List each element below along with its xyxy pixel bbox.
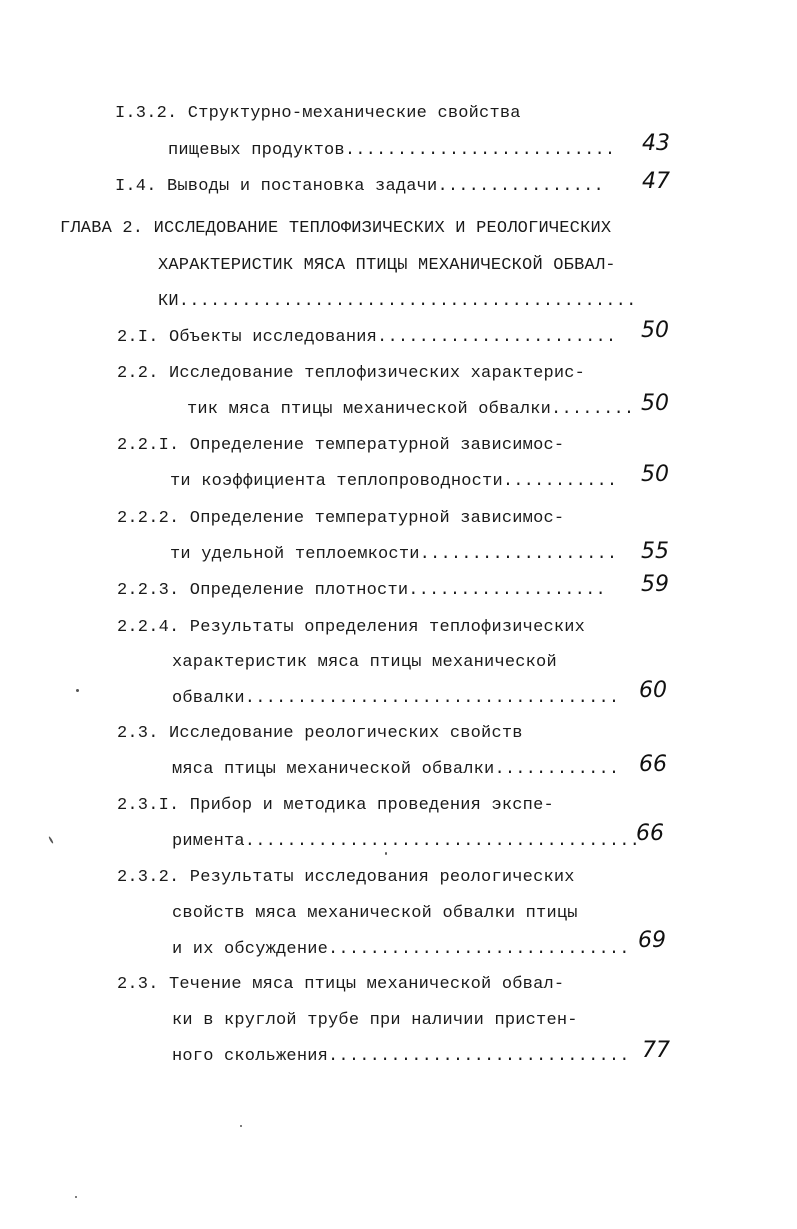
toc-entry-11-line-1: 2.3.I. Прибор и методика проведения экспе- — [117, 796, 554, 815]
toc-entry-13-line-2: ки в круглой трубе при наличии пристен- — [172, 1011, 578, 1030]
toc-entry-1-line-1: I.3.2. Структурно-механические свойства — [115, 104, 521, 123]
toc-entry-2-page: 47 — [642, 169, 670, 194]
toc-entry-7-line-1: 2.2.2. Определение температурной зависимос- — [117, 509, 565, 528]
toc-entry-12-line-3: и их обсуждение............................. — [172, 940, 630, 959]
toc-entry-13-line-1: 2.3. Течение мяса птицы механической обвал- — [117, 975, 565, 994]
toc-entry-10-line-1: 2.3. Исследование реологических свойств — [117, 724, 523, 743]
toc-entry-5-page: 50 — [641, 391, 669, 416]
toc-entry-4-page: 50 — [641, 318, 669, 343]
toc-entry-11-page: 66 — [636, 821, 664, 846]
toc-entry-12-line-1: 2.3.2. Результаты исследования реологических — [117, 868, 575, 887]
toc-entry-10-line-2: мяса птицы механической обвалки............ — [172, 760, 620, 779]
toc-entry-6-line-2: ти коэффициента теплопроводности........... — [170, 472, 618, 491]
toc-entry-12-line-2: свойств мяса механической обвалки птицы — [172, 904, 578, 923]
toc-entry-9-line-2: характеристик мяса птицы механической — [172, 653, 557, 672]
toc-entry-12-page: 69 — [638, 928, 666, 953]
toc-entry-6-page: 50 — [641, 462, 669, 487]
toc-entry-7-line-2: ти удельной теплоемкости................... — [170, 545, 618, 564]
toc-entry-9-page: 60 — [639, 678, 667, 703]
toc-entry-6-line-1: 2.2.I. Определение температурной зависимос- — [117, 436, 565, 455]
scan-speck — [76, 689, 79, 692]
scan-speck — [240, 1125, 242, 1127]
toc-entry-13-line-3: ного скольжения............................. — [172, 1047, 630, 1066]
toc-entry-2-line-1: I.4. Выводы и постановка задачи................ — [115, 177, 604, 196]
toc-entry-7-page: 55 — [641, 539, 669, 564]
scan-speck — [48, 836, 54, 844]
toc-entry-5-line-2: тик мяса птицы механической обвалки........ — [187, 400, 635, 419]
scan-speck — [75, 1196, 77, 1198]
toc-chapter-2-line-3: КИ............................................ — [158, 292, 637, 311]
toc-entry-4-line-1: 2.I. Объекты исследования....................... — [117, 328, 617, 347]
toc-entry-8-page: 59 — [641, 572, 669, 597]
toc-entry-10-page: 66 — [639, 752, 667, 777]
scan-speck — [385, 852, 387, 855]
toc-entry-5-line-1: 2.2. Исследование теплофизических характерис- — [117, 364, 586, 383]
toc-chapter-2-line-2: ХАРАКТЕРИСТИК МЯСА ПТИЦЫ МЕХАНИЧЕСКОЙ ОБВАЛ- — [158, 256, 616, 275]
toc-entry-8-line-1: 2.2.3. Определение плотности................... — [117, 581, 606, 600]
toc-entry-9-line-1: 2.2.4. Результаты определения теплофизических — [117, 618, 586, 637]
toc-entry-13-page: 77 — [642, 1038, 670, 1063]
toc-entry-9-line-3: обвалки.................................... — [172, 689, 620, 708]
toc-entry-1-line-2: пищевых продуктов.......................... — [168, 141, 616, 160]
toc-entry-1-page: 43 — [642, 131, 670, 156]
toc-chapter-2-line-1: ГЛАВА 2. ИССЛЕДОВАНИЕ ТЕПЛОФИЗИЧЕСКИХ И РЕОЛОГИЧЕСКИХ — [60, 219, 612, 238]
toc-entry-11-line-2: римента...................................... — [172, 832, 641, 851]
